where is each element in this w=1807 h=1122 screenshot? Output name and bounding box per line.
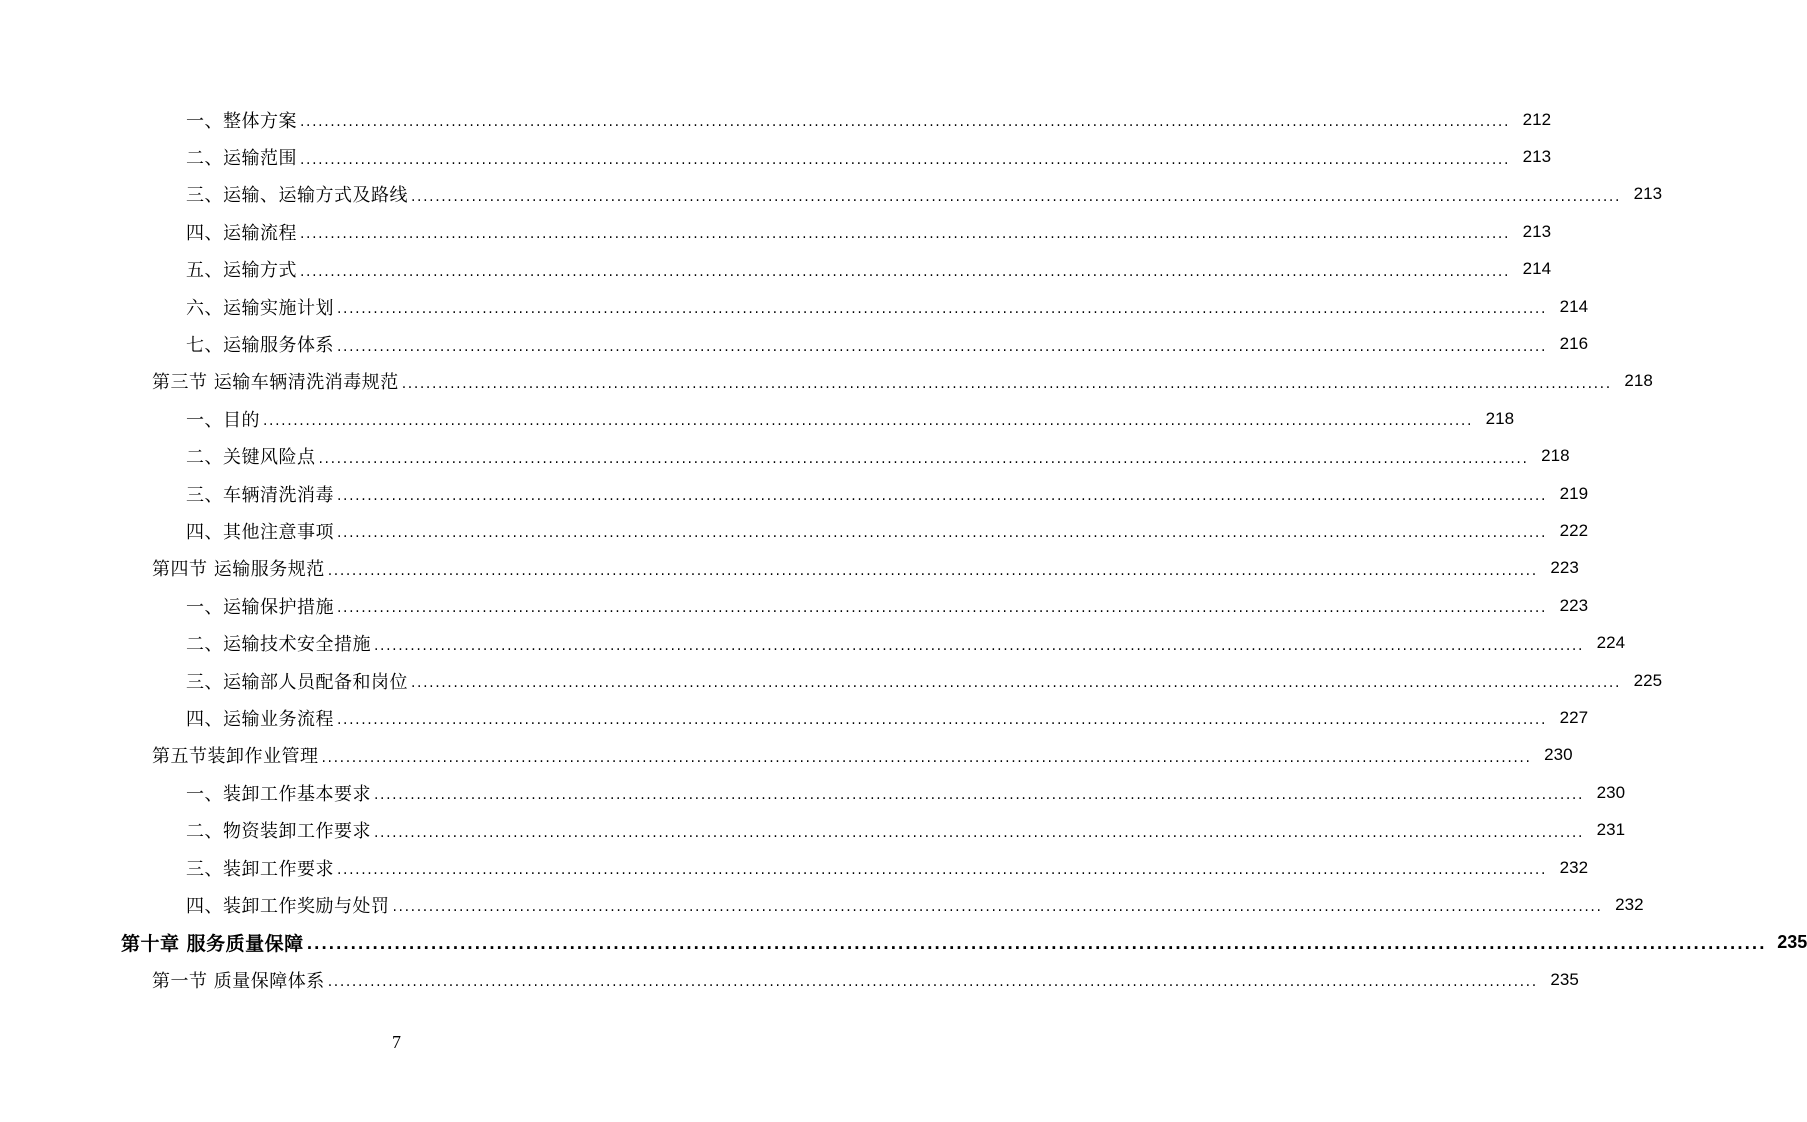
toc-dot-leader: ........................................................................................................................................................................................................ bbox=[337, 600, 1548, 617]
toc-entry[interactable] bbox=[0, 512, 1589, 549]
toc-entry-page-number: 224 bbox=[1596, 633, 1626, 653]
toc-entry-page-number: 214 bbox=[1559, 296, 1589, 316]
toc-entry-page-number: 213 bbox=[1522, 221, 1552, 241]
table-of-contents bbox=[0, 101, 1807, 998]
toc-entry-title: 四、装卸工作奖励与处罚 bbox=[186, 895, 390, 917]
toc-entry-title: 第十章 服务质量保障 bbox=[121, 932, 304, 955]
toc-entry-title: 三、运输部人员配备和岗位 bbox=[186, 671, 408, 693]
toc-entry-title: 一、运输保护措施 bbox=[186, 596, 334, 618]
toc-entry[interactable] bbox=[0, 251, 1552, 288]
toc-entry-page-number: 227 bbox=[1559, 707, 1589, 727]
toc-entry-page-number: 219 bbox=[1559, 483, 1589, 503]
toc-dot-leader: ........................................................................................................................................................................................................ bbox=[327, 562, 1538, 579]
toc-entry[interactable] bbox=[0, 101, 1552, 138]
toc-dot-leader: ........................................................................................................................................................................................................ bbox=[263, 413, 1474, 430]
toc-entry[interactable] bbox=[0, 400, 1515, 437]
toc-entry-page-number: 223 bbox=[1550, 558, 1579, 578]
toc-entry[interactable] bbox=[0, 737, 1573, 774]
toc-entry[interactable] bbox=[0, 662, 1663, 699]
toc-entry-page-number: 213 bbox=[1633, 184, 1663, 204]
toc-dot-leader: ........................................................................................................................................................................................................ bbox=[401, 375, 1612, 392]
toc-dot-leader: ........................................................................................................................................................................................................ bbox=[300, 151, 1511, 168]
toc-entry[interactable] bbox=[0, 774, 1626, 811]
toc-entry[interactable] bbox=[0, 438, 1570, 475]
toc-dot-leader: ........................................................................................................................................................................................................ bbox=[318, 450, 1529, 467]
toc-entry[interactable] bbox=[0, 886, 1644, 923]
toc-dot-leader: ........................................................................................................................................................................................................ bbox=[337, 862, 1548, 878]
toc-entry-title: 五、运输方式 bbox=[186, 260, 297, 282]
toc-dot-leader: ........................................................................................................................................................................................................ bbox=[327, 974, 1538, 991]
toc-entry[interactable] bbox=[0, 138, 1552, 175]
toc-entry[interactable] bbox=[0, 587, 1589, 624]
toc-entry-page-number: 235 bbox=[1550, 969, 1579, 989]
toc-entry-title: 七、运输服务体系 bbox=[186, 335, 334, 357]
toc-entry-page-number: 213 bbox=[1522, 147, 1552, 167]
toc-entry-page-number: 223 bbox=[1559, 595, 1589, 615]
toc-entry-title: 三、装卸工作要求 bbox=[186, 858, 334, 880]
toc-dot-leader: ........................................................................................................................................................................................................ bbox=[337, 338, 1548, 355]
toc-dot-leader: ........................................................................................................................................................................................................ bbox=[300, 226, 1511, 243]
toc-dot-leader: ........................................................................................................................................................................................................ bbox=[337, 488, 1548, 505]
toc-dot-leader: ........................................................................................................................................................................................................ bbox=[306, 935, 1767, 954]
toc-entry-page-number: 230 bbox=[1596, 782, 1626, 802]
toc-entry-page-number: 232 bbox=[1559, 857, 1589, 877]
toc-entry-title: 四、其他注意事项 bbox=[186, 521, 334, 543]
toc-dot-leader: ........................................................................................................................................................................................................ bbox=[321, 749, 1532, 766]
toc-entry-page-number: 225 bbox=[1633, 670, 1663, 690]
toc-entry-title: 二、物资装卸工作要求 bbox=[186, 821, 371, 843]
toc-entry-page-number: 230 bbox=[1544, 745, 1573, 765]
page-number: 7 bbox=[392, 1032, 401, 1052]
toc-entry-title: 三、车辆清洗消毒 bbox=[186, 484, 334, 506]
toc-dot-leader: ........................................................................................................................................................................................................ bbox=[337, 301, 1548, 318]
toc-entry-title: 第一节 质量保障体系 bbox=[152, 970, 325, 992]
toc-dot-leader: ........................................................................................................................................................................................................ bbox=[300, 114, 1511, 131]
toc-entry-page-number: 218 bbox=[1485, 408, 1515, 428]
toc-entry[interactable] bbox=[0, 176, 1663, 213]
toc-entry[interactable] bbox=[0, 288, 1589, 325]
toc-dot-leader: ........................................................................................................................................................................................................ bbox=[411, 675, 1622, 692]
toc-entry-page-number: 232 bbox=[1615, 894, 1644, 914]
toc-dot-leader: ........................................................................................................................................................................................................ bbox=[374, 637, 1585, 654]
toc-entry-title: 第五节装卸作业管理 bbox=[152, 746, 319, 768]
toc-dot-leader: ........................................................................................................................................................................................................ bbox=[374, 824, 1585, 841]
toc-entry-title: 四、运输流程 bbox=[186, 222, 297, 244]
toc-entry-title: 一、装卸工作基本要求 bbox=[186, 783, 371, 805]
toc-entry-page-number: 235 bbox=[1777, 931, 1807, 952]
toc-entry-title: 六、运输实施计划 bbox=[186, 297, 334, 319]
toc-dot-leader: ........................................................................................................................................................................................................ bbox=[392, 899, 1603, 916]
toc-dot-leader: ........................................................................................................................................................................................................ bbox=[374, 787, 1585, 804]
toc-entry[interactable] bbox=[0, 325, 1589, 362]
toc-entry[interactable] bbox=[0, 624, 1626, 661]
toc-entry-title: 第三节 运输车辆清洗消毒规范 bbox=[152, 372, 399, 394]
toc-entry-title: 一、整体方案 bbox=[186, 110, 297, 132]
toc-entry-page-number: 212 bbox=[1522, 109, 1552, 129]
toc-entry[interactable] bbox=[0, 363, 1653, 400]
toc-entry-title: 第四节 运输服务规范 bbox=[152, 559, 325, 581]
toc-entry[interactable] bbox=[0, 550, 1579, 587]
toc-entry[interactable] bbox=[0, 213, 1552, 250]
toc-entry-title: 二、运输技术安全措施 bbox=[186, 634, 371, 656]
toc-dot-leader: ........................................................................................................................................................................................................ bbox=[300, 263, 1511, 280]
toc-entry[interactable] bbox=[0, 811, 1626, 848]
toc-entry-title: 四、运输业务流程 bbox=[186, 708, 334, 730]
toc-entry-page-number: 218 bbox=[1624, 371, 1653, 391]
toc-entry[interactable] bbox=[0, 475, 1589, 512]
toc-dot-leader: ........................................................................................................................................................................................................ bbox=[411, 188, 1622, 205]
toc-entry-title: 三、运输、运输方式及路线 bbox=[186, 185, 408, 207]
toc-entry-title: 二、关键风险点 bbox=[186, 447, 316, 469]
toc-entry[interactable] bbox=[0, 849, 1589, 886]
toc-entry[interactable] bbox=[0, 924, 1807, 961]
toc-entry-page-number: 214 bbox=[1522, 259, 1552, 279]
toc-entry-title: 一、目的 bbox=[186, 409, 260, 431]
toc-entry-page-number: 218 bbox=[1541, 446, 1570, 466]
toc-dot-leader: ........................................................................................................................................................................................................ bbox=[337, 525, 1548, 542]
toc-entry-title: 二、运输范围 bbox=[186, 148, 297, 170]
toc-entry[interactable] bbox=[0, 699, 1589, 736]
toc-entry[interactable] bbox=[0, 961, 1579, 998]
toc-entry-page-number: 222 bbox=[1559, 520, 1589, 540]
toc-dot-leader: ........................................................................................................................................................................................................ bbox=[337, 712, 1548, 729]
toc-entry-page-number: 231 bbox=[1596, 820, 1626, 840]
toc-entry-page-number: 216 bbox=[1559, 334, 1589, 354]
